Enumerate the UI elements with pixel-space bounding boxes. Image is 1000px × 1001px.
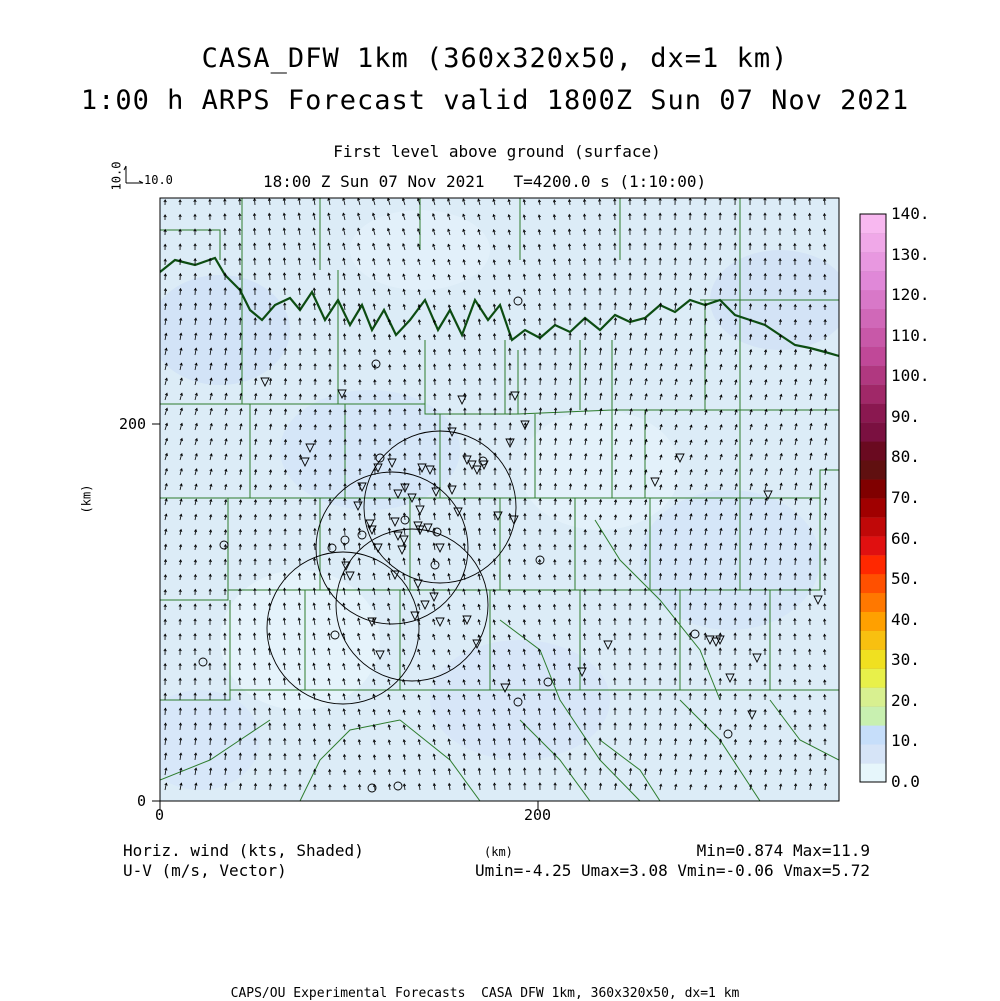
colorbar-swatch	[860, 233, 886, 252]
colorbar-label: 10.	[891, 733, 920, 749]
x-axis-unit: (km)	[484, 846, 513, 858]
colorbar-label: 40.	[891, 612, 920, 628]
colorbar-swatch	[860, 214, 886, 233]
y-tick-label-0: 0	[137, 794, 146, 809]
colorbar-swatch	[860, 422, 886, 441]
colorbar-swatch	[860, 403, 886, 422]
colorbar-label: 50.	[891, 571, 920, 587]
colorbar-swatch	[860, 612, 886, 631]
y-axis-unit: (km)	[80, 485, 92, 514]
ref-vector-label-y: 10.0	[110, 162, 122, 191]
valid-time-label: 18:00 Z Sun 07 Nov 2021 T=4200.0 s (1:10:00)	[263, 174, 706, 190]
colorbar-swatch	[860, 498, 886, 517]
colorbar-swatch	[860, 725, 886, 744]
colorbar-label: 80.	[891, 449, 920, 465]
colorbar-swatch	[860, 574, 886, 593]
colorbar-swatch	[860, 441, 886, 460]
uv-stats: Umin=-4.25 Umax=3.08 Vmin=-0.06 Vmax=5.72	[380, 863, 870, 879]
colorbar-swatch	[860, 271, 886, 290]
colorbar-swatch	[860, 763, 886, 782]
reference-vector	[124, 166, 143, 183]
colorbar-swatch	[860, 649, 886, 668]
colorbar-swatch	[860, 479, 886, 498]
colorbar-swatch	[860, 744, 886, 763]
x-tick-label-0: 0	[155, 808, 164, 823]
x-tick-label-200: 200	[524, 808, 551, 823]
colorbar-label: 70.	[891, 490, 920, 506]
colorbar-swatch	[860, 384, 886, 403]
y-tick-label-200: 200	[119, 417, 146, 432]
ref-vector-label-x: 10.0	[144, 174, 173, 186]
colorbar-swatch	[860, 460, 886, 479]
colorbar-label: 100.	[891, 368, 930, 384]
colorbar-swatch	[860, 365, 886, 384]
title-line-2: 1:00 h ARPS Forecast valid 1800Z Sun 07 Nov 2021	[0, 87, 990, 114]
colorbar-swatch	[860, 309, 886, 328]
colorbar-swatch	[860, 687, 886, 706]
colorbar-label: 130.	[891, 247, 930, 263]
colorbar-swatch	[860, 347, 886, 366]
colorbar-swatch	[860, 536, 886, 555]
colorbar-swatch	[860, 631, 886, 650]
colorbar-label: 110.	[891, 328, 930, 344]
level-label: First level above ground (surface)	[0, 144, 994, 160]
colorbar-label: 140.	[891, 206, 930, 222]
colorbar	[860, 214, 886, 782]
min-max-stats: Min=0.874 Max=11.9	[520, 843, 870, 859]
title-line-1: CASA_DFW 1km (360x320x50, dx=1 km)	[0, 45, 990, 72]
colorbar-swatch	[860, 328, 886, 347]
colorbar-swatch	[860, 517, 886, 536]
colorbar-label: 60.	[891, 531, 920, 547]
colorbar-label: 20.	[891, 693, 920, 709]
colorbar-swatch	[860, 706, 886, 725]
colorbar-label: 30.	[891, 652, 920, 668]
colorbar-label: 120.	[891, 287, 930, 303]
colorbar-swatch	[860, 290, 886, 309]
shaded-field-label: Horiz. wind (kts, Shaded)	[123, 843, 364, 859]
colorbar-label: 0.0	[891, 774, 920, 790]
footer-credit: CAPS/OU Experimental Forecasts CASA DFW 1km, 360x320x50, dx=1 km	[0, 987, 970, 1000]
colorbar-swatch	[860, 668, 886, 687]
colorbar-swatch	[860, 252, 886, 271]
colorbar-label: 90.	[891, 409, 920, 425]
colorbar-swatch	[860, 555, 886, 574]
colorbar-swatch	[860, 593, 886, 612]
vector-field-label: U-V (m/s, Vector)	[123, 863, 287, 879]
